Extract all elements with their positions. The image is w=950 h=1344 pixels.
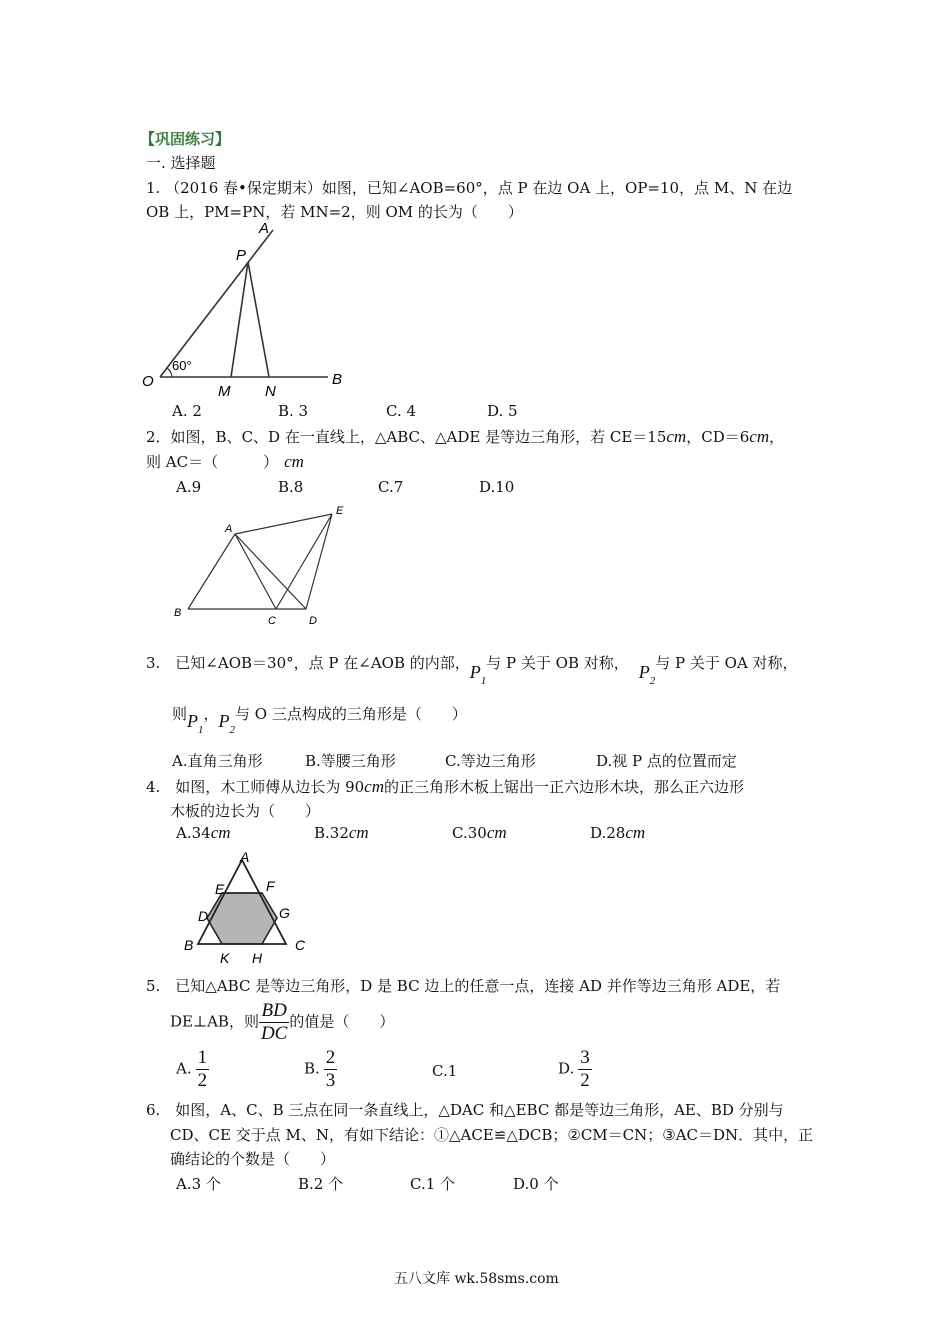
- q2-option-b[interactable]: B.8: [278, 478, 304, 496]
- q3-option-d[interactable]: D.视 P 点的位置而定: [596, 752, 737, 770]
- q2-line1-cd: ，CD＝6: [686, 428, 750, 446]
- q5-option-a[interactable]: A. $\frac{1}{2}$: [176, 1047, 208, 1091]
- q2-line2-text: 则 AC＝（ ）: [146, 453, 279, 471]
- q4-option-c[interactable]: C.30cm: [452, 823, 507, 842]
- q2-label-a: A: [225, 523, 233, 535]
- q4-line1-end: 的正三角形木板上锯出一正六边形木块，那么正六边形: [384, 778, 745, 796]
- q4-line1-text: 4. 如图，木工师傅从边长为 90: [146, 778, 365, 796]
- section-title: 【巩固练习】: [140, 130, 231, 148]
- q5-line2: [170, 1000, 394, 1045]
- q4-label-h: H: [252, 950, 263, 966]
- page-footer: 五八文库 wk.58sms.com: [394, 1271, 559, 1287]
- q2-line1: [146, 426, 784, 447]
- q4-option-b[interactable]: B.32cm: [314, 823, 369, 842]
- q6-option-c[interactable]: C.1 个: [410, 1175, 456, 1193]
- q3-line2-start: 则: [172, 705, 188, 723]
- q1-option-a[interactable]: A. 2: [172, 402, 202, 420]
- q5-option-d[interactable]: D. $\frac{3}{2}$: [558, 1047, 590, 1091]
- q4-label-e: E: [215, 881, 225, 897]
- q3-p2: $P_2$: [638, 662, 656, 687]
- q5-fraction: $\frac{BD}{DC}$: [260, 1000, 288, 1044]
- q6-line1: 6. 如图，A、C、B 三点在同一条直线上，△DAC 和△EBC 都是等边三角形，AE、BD 分别与: [146, 1101, 784, 1119]
- q6-option-a[interactable]: A.3 个: [176, 1175, 221, 1193]
- q4-line2: 木板的边长为（ ）: [170, 802, 321, 820]
- q4-option-a[interactable]: A.34cm: [176, 823, 231, 842]
- q4-label-b: B: [184, 937, 194, 953]
- q2-label-e: E: [336, 505, 344, 517]
- q2-line1-text: 2．如图，B、C、D 在一直线上，△ABC、△ADE 是等边三角形，若 CE＝15: [146, 428, 667, 446]
- q6-option-b[interactable]: B.2 个: [298, 1175, 344, 1193]
- q2-option-d[interactable]: D.10: [479, 478, 515, 496]
- q4-line1: [146, 776, 744, 797]
- subsection-title: 一. 选择题: [146, 154, 216, 172]
- q3-p1: $P_1$: [469, 662, 487, 687]
- q3-line2: [172, 703, 467, 736]
- q2-label-b: B: [174, 607, 182, 619]
- q1-line1: 1. （2016 春•保定期末）如图，已知∠AOB=60°，点 P 在边 OA 上，OP=10，点 M、N 在边: [146, 179, 793, 197]
- q3-line2-text: 与 O 三点构成的三角形是（ ）: [235, 705, 467, 723]
- q1-label-p: P: [236, 247, 247, 264]
- q3-line2-comma: ，: [203, 705, 219, 723]
- q1-option-c[interactable]: C. 4: [386, 402, 417, 420]
- q2-option-c[interactable]: C.7: [378, 478, 404, 496]
- q4-option-d[interactable]: D.28cm: [590, 823, 646, 842]
- q6-line2: CD、CE 交于点 M、N，有如下结论：①△ACE≌△DCB；②CM＝CN；③AC＝DN．其中，正: [170, 1126, 814, 1144]
- q3-line1-text: 3. 已知∠AOB＝30°，点 P 在∠AOB 的内部，: [146, 654, 470, 672]
- q1-option-b[interactable]: B. 3: [278, 402, 309, 420]
- q3-line2-p2: $P_2$: [218, 711, 236, 736]
- q2-label-c: C: [268, 615, 276, 627]
- q1-label-a: A: [259, 220, 270, 237]
- q6-option-d[interactable]: D.0 个: [513, 1175, 559, 1193]
- q5-option-c[interactable]: C.1: [432, 1062, 458, 1080]
- q3-option-b[interactable]: B.等腰三角形: [305, 752, 396, 770]
- q1-label-m: M: [218, 383, 231, 400]
- q1-label-n: N: [265, 383, 276, 400]
- q3-line1: [146, 652, 798, 687]
- q4-figure: [178, 848, 318, 968]
- q4-label-f: F: [266, 878, 275, 894]
- q2-line1-end: ，: [769, 428, 785, 446]
- q5-line1: 5. 已知△ABC 是等边三角形，D 是 BC 边上的任意一点，连接 AD 并作等边三角形 ADE，若: [146, 977, 781, 995]
- q1-option-d[interactable]: D. 5: [487, 402, 518, 420]
- q2-unit-ce: cm: [666, 427, 687, 446]
- q2-figure: [170, 500, 360, 630]
- q1-label-b: B: [332, 371, 343, 388]
- q2-unit-ac: cm: [284, 452, 304, 471]
- q4-label-d: D: [198, 908, 209, 924]
- q3-line1-end: 与 P 关于 OA 对称，: [655, 654, 798, 672]
- q3-line2-p1: $P_1$: [187, 711, 204, 736]
- q6-line3: 确结论的个数是（ ）: [170, 1150, 336, 1168]
- q5-line2-end: 的值是（ ）: [289, 1012, 395, 1031]
- q2-line2: [146, 451, 304, 472]
- q4-label-g: G: [279, 905, 290, 921]
- q4-label-k: K: [220, 950, 230, 966]
- q3-option-c[interactable]: C.等边三角形: [445, 752, 536, 770]
- q4-unit: cm: [364, 777, 384, 796]
- q2-label-d: D: [309, 615, 317, 627]
- q1-line2: OB 上，PM=PN，若 MN=2，则 OM 的长为（ ）: [146, 203, 523, 221]
- q4-label-c: C: [295, 937, 306, 953]
- q1-label-angle: 60°: [172, 358, 192, 373]
- q1-figure: [138, 220, 358, 402]
- q4-hexagon: [207, 893, 277, 944]
- q4-label-a: A: [240, 849, 250, 865]
- q3-line1-mid: 与 P 关于 OB 对称，: [486, 654, 629, 672]
- q1-label-o: O: [142, 373, 154, 390]
- q2-option-a[interactable]: A.9: [176, 478, 202, 496]
- q3-option-a[interactable]: A.直角三角形: [172, 752, 263, 770]
- q2-unit-cd: cm: [749, 427, 770, 446]
- q5-option-b[interactable]: B. $\frac{2}{3}$: [304, 1047, 336, 1091]
- q5-line2-text: DE⊥AB，则: [170, 1012, 259, 1031]
